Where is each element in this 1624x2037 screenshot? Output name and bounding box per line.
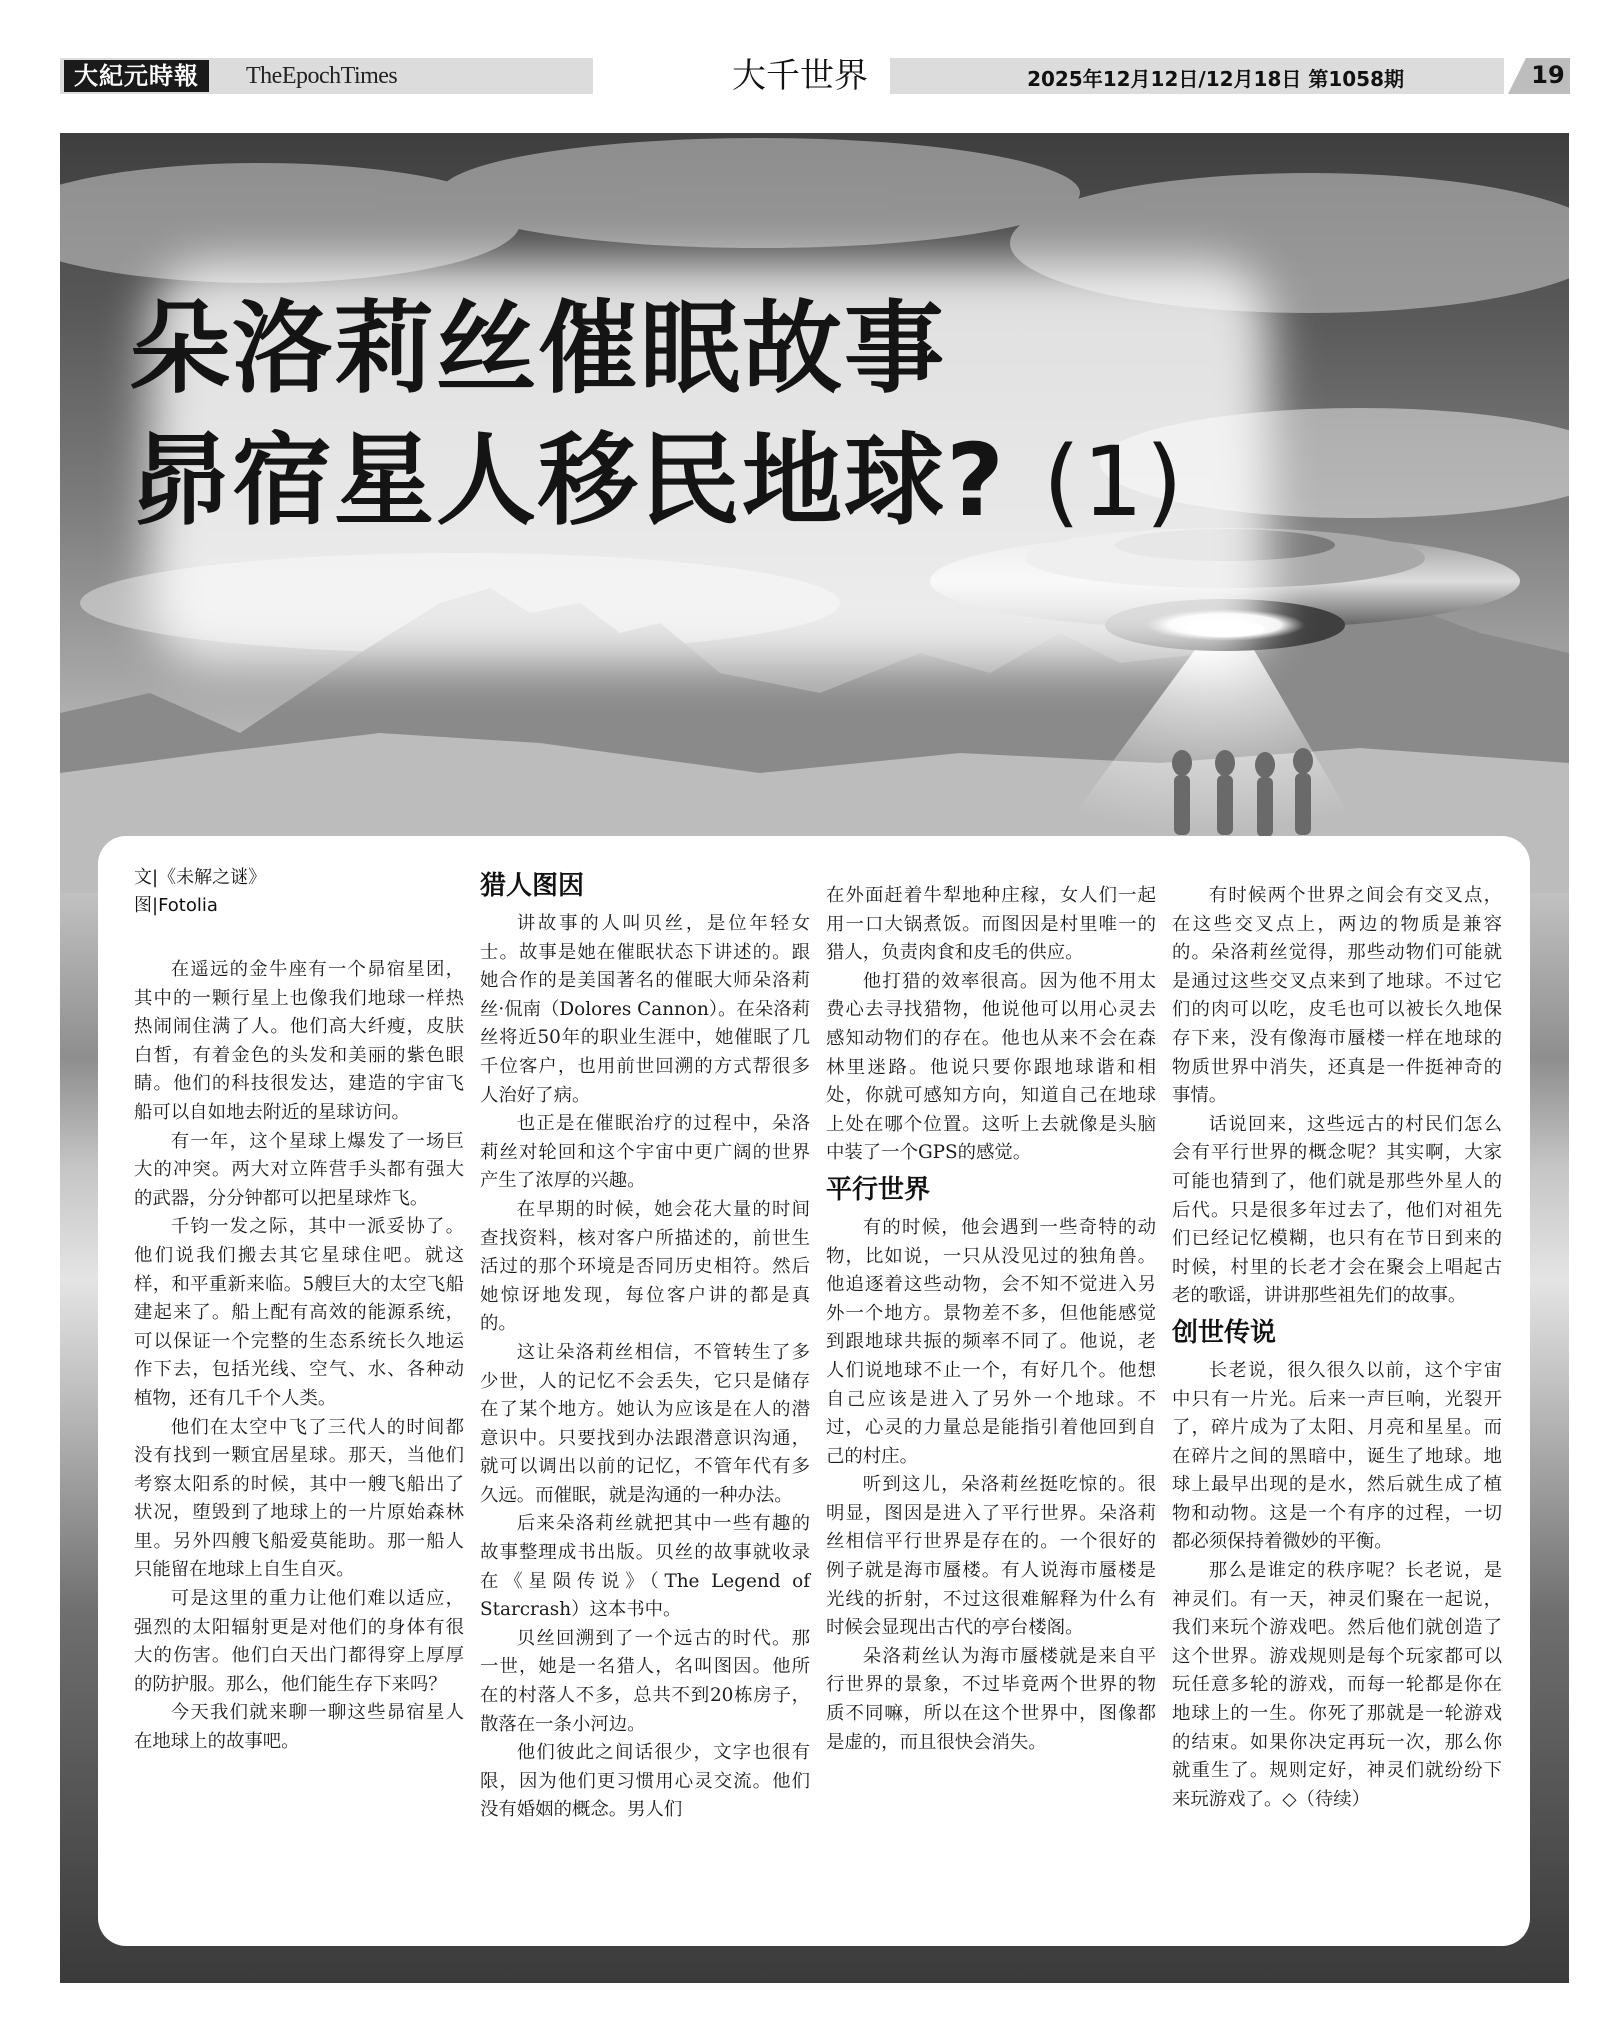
paragraph: 听到这儿，朵洛莉丝挺吃惊的。很明显，图因是进入了平行世界。朵洛莉丝相信平行世界是存在的。一个很好的例子就是海市蜃楼。有人说海市蜃楼是光线的折射，不过这很难解释为什么有时候会显现出古代的亭台楼阁。 bbox=[826, 1474, 1156, 1639]
paragraph: 他打猎的效率很高。因为他不用太费心去寻找猎物，他说他可以用心灵去感知动物们的存在。他也从来不会在森林里迷路。他说只要你跟地球谐和相处，你就可感知方向，知道自己在地球上处在哪个位置。这听上去就像是头脑中装了一个GPS的感觉。 bbox=[826, 970, 1156, 1164]
paragraph: 有的时候，他会遇到一些奇特的动物，比如说，一只从没见过的独角兽。他追逐着这些动物，会不知不觉进入另外一个地方。景物差不多，但他能感觉到跟地球共振的频率不同了。他说，老人们说地球不止一个，有好几个。他想自己应该是进入了另外一个地球。不过，心灵的力量总是能指引着他回到自己的村庄。 bbox=[826, 1216, 1156, 1467]
newspaper-logo-chinese: 大紀元時報 bbox=[64, 60, 209, 92]
article-column-4 bbox=[1172, 882, 1502, 1814]
headline-line-2 bbox=[130, 415, 1330, 548]
section-title: 大千世界 bbox=[732, 56, 868, 96]
article-column-3 bbox=[826, 882, 1156, 1757]
paragraph: 长老说，很久很久以前，这个宇宙中只有一片光。后来一声巨响，光裂开了，碎片成为了太阳、月亮和星星。而在碎片之间的黑暗中，诞生了地球。地球上最早出现的是水，然后就生成了植物和动物。这是一个有序的过程，一切都必须保持着微妙的平衡。 bbox=[1172, 1359, 1502, 1553]
paragraph: 千钧一发之际，其中一派妥协了。他们说我们搬去其它星球住吧。就这样，和平重新来临。5艘巨大的太空飞船建起来了。船上配有高效的能源系统，可以保证一个完整的生态系统长久地运作下去，包括光线、空气、水、各种动植物，还有几千个人类。 bbox=[134, 1216, 464, 1409]
subheading-parallel-world: 平行世界 bbox=[826, 1174, 931, 1205]
paragraph: 后来朵洛莉丝就把其中一些有趣的故事整理成书出版。贝丝的故事就收录在《星陨传说》（The Legend of Starcrash）这本书中。 bbox=[480, 1513, 810, 1621]
newspaper-logo-english: TheEpochTimes bbox=[246, 63, 398, 89]
credits bbox=[134, 864, 464, 920]
paragraph: 讲故事的人叫贝丝，是位年轻女士。故事是她在催眠状态下讲述的。跟她合作的是美国著名的催眠大师朵洛莉丝·侃南（Dolores Cannon）。在朵洛莉丝将近50年的职业生涯中，她催眠了几千位客户，也用前世回溯的方式帮很多人治好了病。 bbox=[480, 913, 810, 1106]
paragraph: 他们彼此之间话很少，文字也很有限，因为他们更习惯用心灵交流。他们没有婚姻的概念。男人们 bbox=[480, 1742, 810, 1821]
paragraph: 可是这里的重力让他们难以适应，强烈的太阳辐射更是对他们的身体有很大的伤害。他们白天出门都得穿上厚厚的防护服。那么，他们能生存下来吗？ bbox=[134, 1588, 464, 1695]
article-column-2 bbox=[480, 864, 810, 1825]
paragraph: 他们在太空中飞了三代人的时间都没有找到一颗宜居星球。那天，当他们考察太阳系的时候，其中一艘飞船出了状况，堕毁到了地球上的一片原始森林里。另外四艘飞船爱莫能助。那一船人只能留在地球上自生自灭。 bbox=[134, 1416, 464, 1581]
paragraph: 朵洛莉丝认为海市蜃楼就是来自平行世界的景象，不过毕竟两个世界的物质不同嘛，所以在这个世界中，图像都是虚的，而且很快会消失。 bbox=[826, 1645, 1156, 1753]
photo-credit: 图|Fotolia bbox=[134, 895, 218, 916]
paragraph: 在遥远的金牛座有一个昴宿星团，其中的一颗行星上也像我们地球一样热热闹闹住满了人。他们高大纤瘦，皮肤白皙，有着金色的头发和美丽的紫色眼睛。他们的科技很发达，建造的宇宙飞船可以自如地去附近的星球访问。 bbox=[134, 959, 464, 1123]
page-number: 19 bbox=[1531, 61, 1565, 89]
headline-part-number: (1) bbox=[1042, 426, 1185, 538]
subheading-hunter-tuyin: 猎人图因 bbox=[480, 871, 585, 901]
paragraph: 那么是谁定的秩序呢？长老说，是神灵们。有一天，神灵们聚在一起说，我们来玩个游戏吧。然后他们就创造了这个世界。游戏规则是每个玩家都可以玩任意多轮的游戏，而每一轮都是你在地球上的一生。你死了那就是一轮游戏的结束。如果你决定再玩一次，那么你就重生了。规则定好，神灵们就纷纷下来玩游戏了。◇（待续） bbox=[1172, 1560, 1502, 1810]
issue-date: 2025年12月12日/12月18日 第1058期 bbox=[1027, 67, 1404, 91]
paragraph: 今天我们就来聊一聊这些昴宿星人在地球上的故事吧。 bbox=[134, 1702, 464, 1753]
paragraph: 有一年，这个星球上爆发了一场巨大的冲突。两大对立阵营手头都有强大的武器，分分钟都可以把星球炸飞。 bbox=[134, 1130, 464, 1209]
paragraph: 在早期的时候，她会花大量的时间查找资料，核对客户所描述的，前世生活过的那个环境是否同历史相符。然后她惊讶地发现，每位客户讲的都是真的。 bbox=[480, 1198, 810, 1335]
headline-line-1: 朵洛莉丝催眠故事 bbox=[130, 290, 946, 407]
paragraph: 在外面赶着牛犁地种庄稼，女人们一起用一口大锅煮饭。而图因是村里唯一的猎人，负责肉食和皮毛的供应。 bbox=[826, 885, 1156, 964]
headline-line-2-main: 昴宿星人移民地球? bbox=[130, 422, 1007, 539]
subheading-creation-legend: 创世传说 bbox=[1172, 1317, 1277, 1348]
article-panel bbox=[98, 836, 1530, 1946]
paragraph: 这让朵洛莉丝相信，不管转生了多少世，人的记忆不会丢失，它只是储存在了某个地方。她认为应该是在人的潜意识中。只要找到办法跟潜意识沟通，就可以调出以前的记忆，不管年代有多久远。而催眠，就是沟通的一种办法。 bbox=[480, 1341, 810, 1506]
date-bar bbox=[890, 58, 1504, 94]
paragraph: 有时候两个世界之间会有交叉点，在这些交叉点上，两边的物质是兼容的。朵洛莉丝觉得，那些动物们可能就是通过这些交叉点来到了地球。不过它们的肉可以吃，皮毛也可以被长久地保存下来，没有像海市蜃楼一样在地球的物质世界中消失，还真是一件挺神奇的事情。 bbox=[1172, 885, 1502, 1107]
paragraph: 也正是在催眠治疗的过程中，朵洛莉丝对轮回和这个宇宙中更广阔的世界产生了浓厚的兴趣。 bbox=[480, 1113, 810, 1192]
paragraph: 贝丝回溯到了一个远古的时代。那一世，她是一名猎人，名叫图因。他所在的村落人不多，总共不到20栋房子，散落在一条小河边。 bbox=[480, 1627, 810, 1735]
masthead bbox=[60, 58, 1570, 98]
brand-bar bbox=[60, 58, 593, 94]
paragraph: 话说回来，这些远古的村民们怎么会有平行世界的概念呢？其实啊，大家可能也猜到了，他们就是那些外星人的后代。只是很多年过去了，他们对祖先们已经记忆模糊，也只有在节日到来的时候，村里的长老才会在聚会上唱起古老的歌谣，讲讲那些祖先们的故事。 bbox=[1172, 1113, 1502, 1307]
headline bbox=[130, 283, 1330, 548]
text-credit: 文|《未解之谜》 bbox=[134, 867, 267, 888]
article-column-1 bbox=[134, 864, 464, 1757]
